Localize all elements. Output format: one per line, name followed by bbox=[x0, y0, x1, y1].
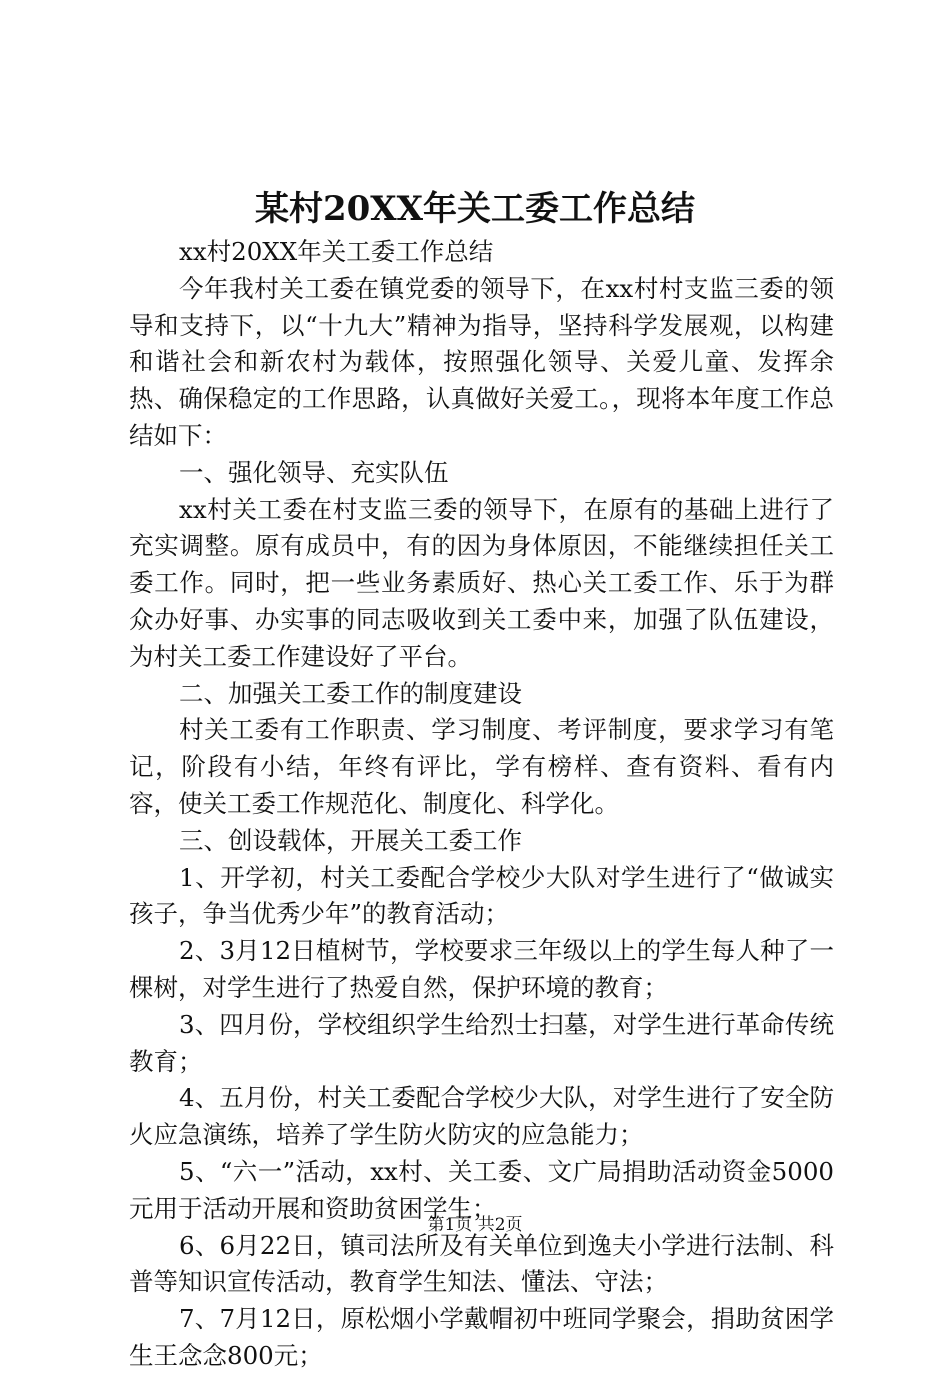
paragraph-section-2: 村关工委有工作职责、学习制度、考评制度，要求学习有笔记，阶段有小结，年终有评比，学有榜样、查有资料、看有内容，使关工委工作规范化、制度化、科学化。 bbox=[129, 715, 834, 818]
section-heading-3: 三、创设载体，开展关工委工作 bbox=[179, 825, 522, 855]
paragraph-intro: 今年我村关工委在镇党委的领导下，在xx村村支监三委的领导和支持下，以“十九大”精神为指导，坚持科学发展观，以构建和谐社会和新农村为载体，按照强化领导、关爱儿童、发挥余热、确保稳定的工作思路，认真做好关爱工。，现将本年度工作总结如下： bbox=[129, 273, 834, 450]
list-item-6: 6、6月22日，镇司法所及有关单位到逸夫小学进行法制、科普等知识宣传活动，教育学生知法、懂法、守法； bbox=[129, 1230, 834, 1297]
document-title: 某村20XX年关工委工作总结 bbox=[254, 189, 696, 229]
list-item-2: 2、3月12日植树节，学校要求三年级以上的学生每人种了一棵树，对学生进行了热爱自然，保护环境的教育； bbox=[129, 936, 834, 1002]
page-footer: 第1页 共2页 bbox=[427, 1215, 523, 1235]
list-item-3: 3、四月份，学校组织学生给烈士扫墓，对学生进行革命传统教育； bbox=[129, 1009, 834, 1076]
paragraph-section-1: xx村关工委在村支监三委的领导下，在原有的基础上进行了充实调整。原有成员中，有的因为身体原因，不能继续担任关工委工作。同时，把一些业务素质好、热心关工委工作、乐于为群众办好事、办实事的同志吸收到关工委中来，加强了队伍建设，为村关工委工作建设好了平台。 bbox=[129, 494, 834, 671]
list-item-1: 1、开学初，村关工委配合学校少大队对学生进行了“做诚实孩子，争当优秀少年”的教育活动； bbox=[129, 862, 834, 929]
document-body bbox=[129, 234, 834, 1375]
list-item-7: 7、7月12日，原松烟小学戴帽初中班同学聚会，捐助贫困学生王念念800元； bbox=[129, 1304, 834, 1370]
list-item-5: 5、“六一”活动，xx村、关工委、文广局捐助活动资金5000元用于活动开展和资助贫困学生； bbox=[129, 1156, 834, 1223]
section-heading-1: 一、强化领导、充实队伍 bbox=[179, 457, 449, 487]
section-heading-2: 二、加强关工委工作的制度建设 bbox=[179, 678, 522, 708]
document-subtitle: xx村20XX年关工委工作总结 bbox=[179, 237, 494, 266]
list-item-4: 4、五月份，村关工委配合学校少大队，对学生进行了安全防火应急演练，培养了学生防火防灾的应急能力； bbox=[129, 1083, 834, 1150]
